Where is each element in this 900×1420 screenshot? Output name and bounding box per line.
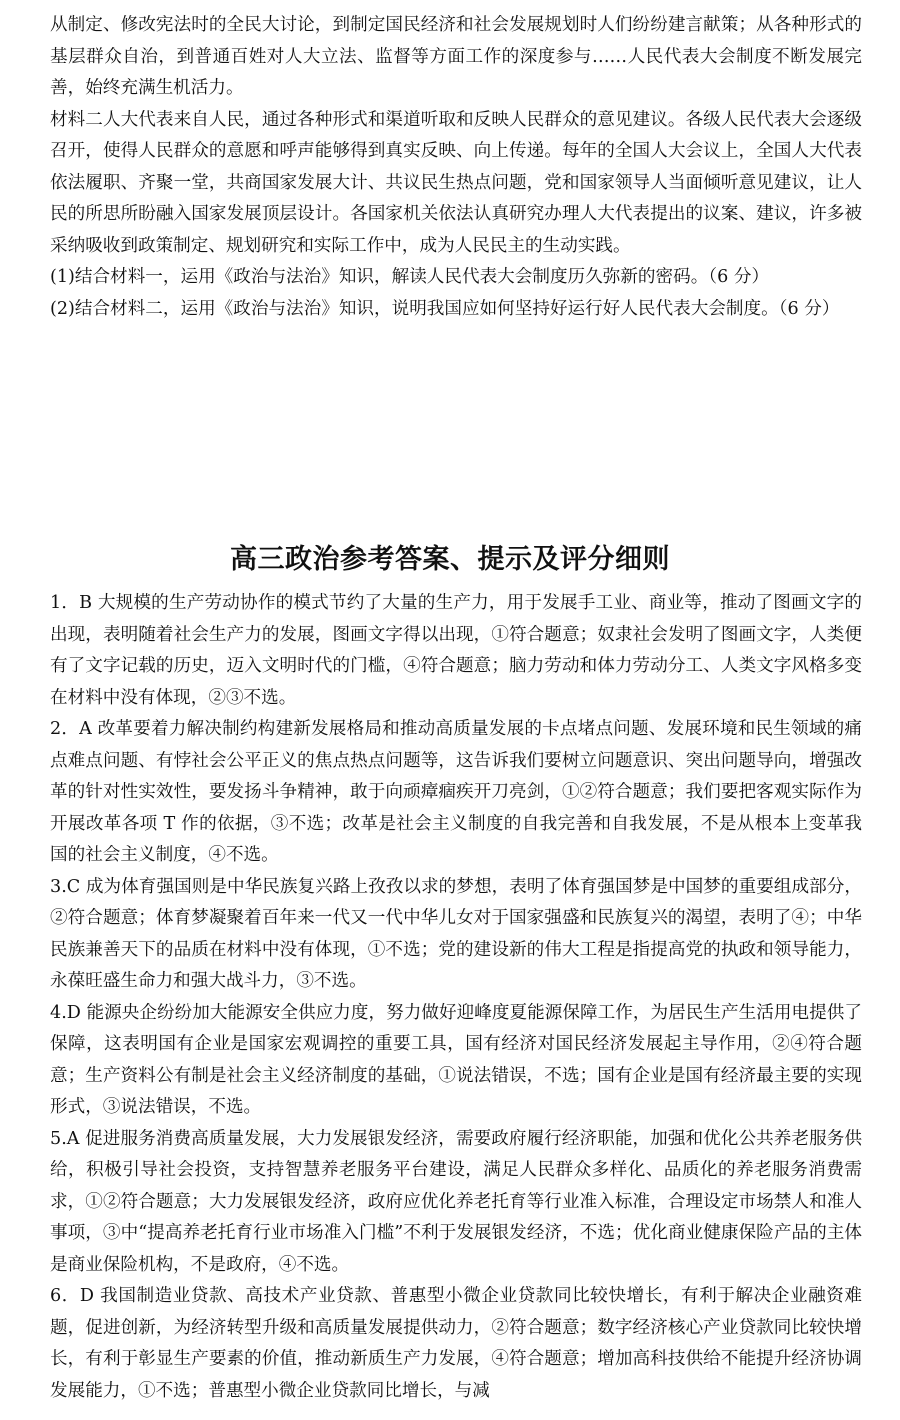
answer-item-6: 6．D 我国制造业贷款、高技术产业贷款、普惠型小微企业贷款同比较快增长，有利于解决企业融资难题，促进创新，为经济转型升级和高质量发展提供动力，②符合题意；数字经济核心产业贷款同比较快增长，有利于彰显生产要素的价值，推动新质生产力发展，④符合题意；增加高科技供给不能提升经济协调发展能力，①不选；普惠型小微企业贷款同比增长，与减 [50,1286,862,1401]
answer-item-3: 3.C 成为体育强国则是中华民族复兴路上孜孜以求的梦想，表明了体育强国梦是中国梦的重要组成部分，②符合题意；体育梦凝聚着百年来一代又一代中华儿女对于国家强盛和民族复兴的渴望，表明了④；中华民族兼善天下的品质在材料中没有体现，①不选；党的建设新的伟大工程是指提高党的执政和领导能力，永葆旺盛生命力和强大战斗力，③不选。 [50,876,862,991]
material-section [50,10,862,325]
answer-item-2: 2．A 改革要着力解决制约构建新发展格局和推动高质量发展的卡点堵点问题、发展环境和民生领域的痛点难点问题、有悖社会公平正义的焦点热点问题等，这告诉我们要树立问题意识、突出问题导向，增强改革的针对性实效性，要发扬斗争精神，敢于向顽瘴痼疾开刀亮剑，①②符合题意；我们要把客观实际作为开展改革各项 T 作的依据，③不选；改革是社会主义制度的自我完善和自我发展，不是从根本上变革我国的社会主义制度，④不选。 [50,719,862,865]
question-2: (2)结合材料二，运用《政治与法治》知识，说明我国应如何坚持好运行好人民代表大会制度。（6 分） [50,298,840,319]
material-2-paragraph: 材料二人大代表来自人民，通过各种形式和渠道听取和反映人民群众的意见建议。各级人民代表大会逐级召开，使得人民群众的意愿和呼声能够得到真实反映、向上传递。每年的全国人大会议上，全国人大代表依法履职、齐聚一堂，共商国家发展大计、共议民生热点问题，党和国家领导人当面倾听意见建议，让人民的所思所盼融入国家发展顶层设计。各国家机关依法认真研究办理人大代表提出的议案、建议，许多被采纳吸收到政策制定、规划研究和实际工作中，成为人民民主的生动实践。 [50,109,862,256]
material-paragraph-1: 从制定、修改宪法时的全民大讨论，到制定国民经济和社会发展规划时人们纷纷建言献策；从各种形式的基层群众自治，到普通百姓对人大立法、监督等方面工作的深度参与……人民代表大会制度不断发展完善，始终充满生机活力。 [50,15,862,98]
answer-key-title: 高三政治参考答案、提示及评分细则 [230,544,670,575]
question-1: (1)结合材料一，运用《政治与法治》知识，解读人民代表大会制度历久弥新的密码。（6 分） [50,267,770,287]
answer-item-5: 5.A 促进服务消费高质量发展，大力发展银发经济，需要政府履行经济职能，加强和优化公共养老服务供给，积极引导社会投资，支持智慧养老服务平台建设，满足人民群众多样化、品质化的养老服务消费需求，①②符合题意；大力发展银发经济，政府应优化养老托育等行业准入标准，合理设定市场禁人和准人事项，③中“提高养老托育行业市场准入门槛”不利于发展银发经济，不选；优化商业健康保险产品的主体是商业保险机构，不是政府，④不选。 [50,1128,862,1275]
answer-item-1: 1．B 大规模的生产劳动协作的模式节约了大量的生产力，用于发展手工业、商业等，推动了图画文字的出现，表明随着社会生产力的发展，图画文字得以出现，①符合题意；奴隶社会发明了图画文字，人类便有了文字记载的历史，迈入文明时代的门槛，④符合题意；脑力劳动和体力劳动分工、人类文字风格多变在材料中没有体现，②③不选。 [50,593,862,708]
answer-key-section [50,588,862,1407]
answer-item-4: 4.D 能源央企纷纷加大能源安全供应力度，努力做好迎峰度夏能源保障工作，为居民生产生活用电提供了保障，这表明国有企业是国家宏观调控的重要工具，国有经济对国民经济发展起主导作用，②④符合题意；生产资料公有制是社会主义经济制度的基础，①说法错误，不选；国有企业是国有经济最主要的实现形式，③说法错误，不选。 [50,1002,862,1117]
